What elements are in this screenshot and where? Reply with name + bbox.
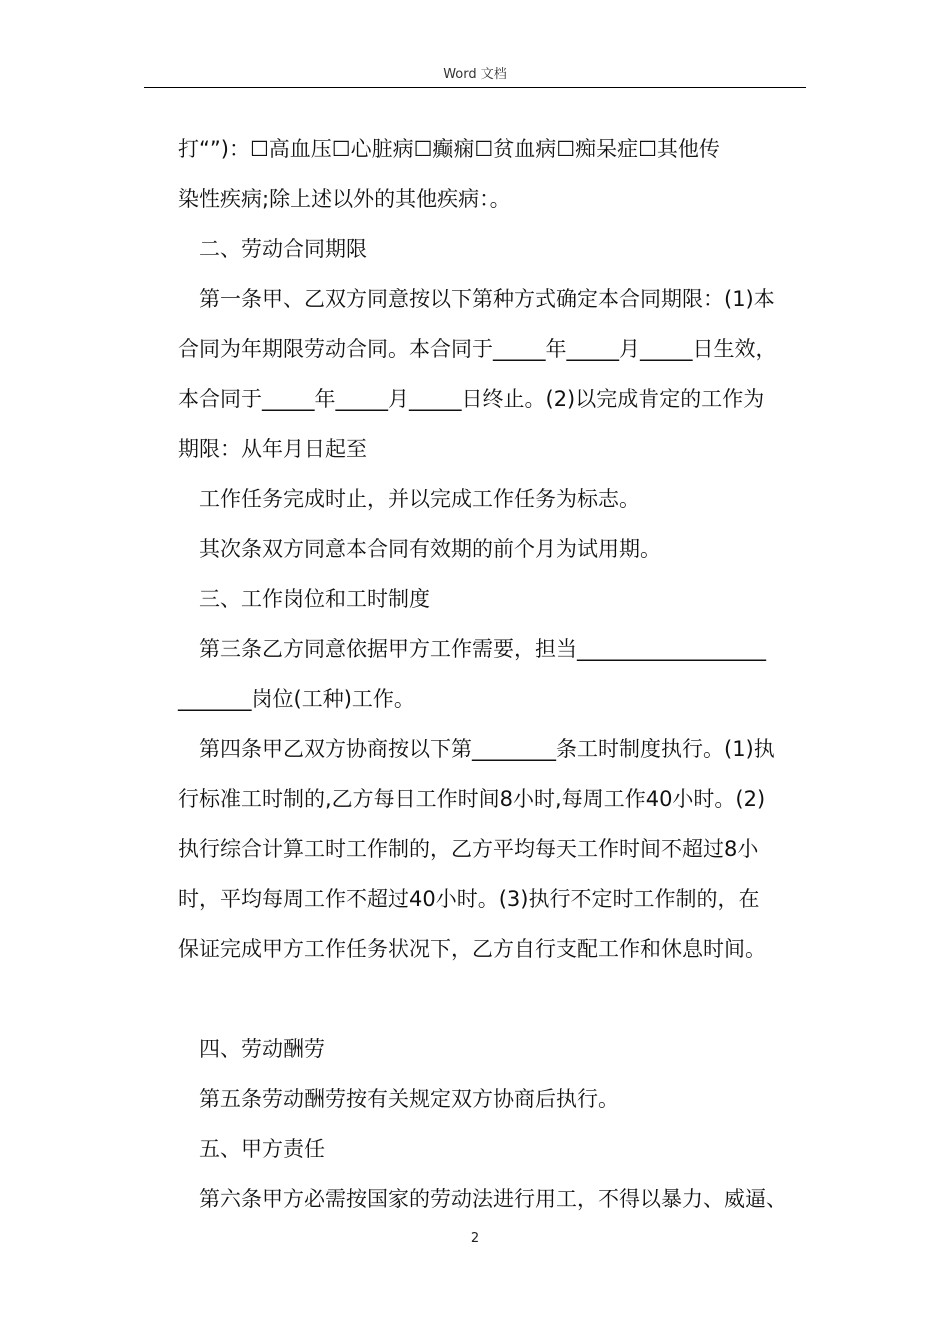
section-heading-job-hours: 三、工作岗位和工时制度 [178, 587, 430, 611]
text-line-17: 保证完成甲方工作任务状况下，乙方自行支配工作和休息时间。 [178, 937, 766, 961]
page-header: Word 文档 [443, 67, 507, 82]
text-line-20: 第五条劳动酬劳按有关规定双方协商后执行。 [178, 1087, 619, 1111]
text-line-6: 本合同于_____年_____月_____日终止。(2)以完成肯定的工作为 [178, 387, 765, 411]
text-line-7: 期限：从年月日起至 [178, 437, 367, 461]
header-divider [144, 87, 806, 88]
text-line-15: 执行综合计算工时工作制的，乙方平均每天工作时间不超过8小 [178, 837, 759, 861]
text-line-9: 其次条双方同意本合同有效期的前个月为试用期。 [178, 537, 661, 561]
section-heading-remuneration: 四、劳动酬劳 [178, 1037, 325, 1061]
text-line-5: 合同为年期限劳动合同。本合同于_____年_____月_____日生效， [178, 337, 777, 361]
text-line-12: _______岗位(工种)工作。 [178, 687, 415, 711]
text-line-13: 第四条甲乙双方协商按以下第________条工时制度执行。(1)执 [178, 737, 775, 761]
section-heading-employer-duties: 五、甲方责任 [178, 1137, 325, 1161]
text-line-22: 第六条甲方必需按国家的劳动法进行用工，不得以暴力、威逼、 [178, 1187, 787, 1211]
section-heading-contract-term: 二、劳动合同期限 [178, 237, 367, 261]
text-line-14: 行标准工时制的,乙方每日工作时间8小时,每周工作40小时。(2) [178, 787, 766, 811]
text-line-11: 第三条乙方同意依据甲方工作需要，担当__________________ [178, 637, 766, 661]
text-line-1: 打“”)：☐高血压☐心脏病☐癫痫☐贫血病☐痴呆症☐其他传 [178, 137, 720, 161]
text-line-8: 工作任务完成时止，并以完成工作任务为标志。 [178, 487, 640, 511]
text-line-2: 染性疾病;除上述以外的其他疾病：。 [178, 187, 511, 211]
paragraph-gap [178, 974, 810, 1024]
text-line-4: 第一条甲、乙双方同意按以下第种方式确定本合同期限：(1)本 [178, 287, 775, 311]
document-body [178, 124, 810, 1224]
page-number: 2 [470, 1231, 480, 1246]
text-line-16: 时，平均每周工作不超过40小时。(3)执行不定时工作制的，在 [178, 887, 760, 911]
